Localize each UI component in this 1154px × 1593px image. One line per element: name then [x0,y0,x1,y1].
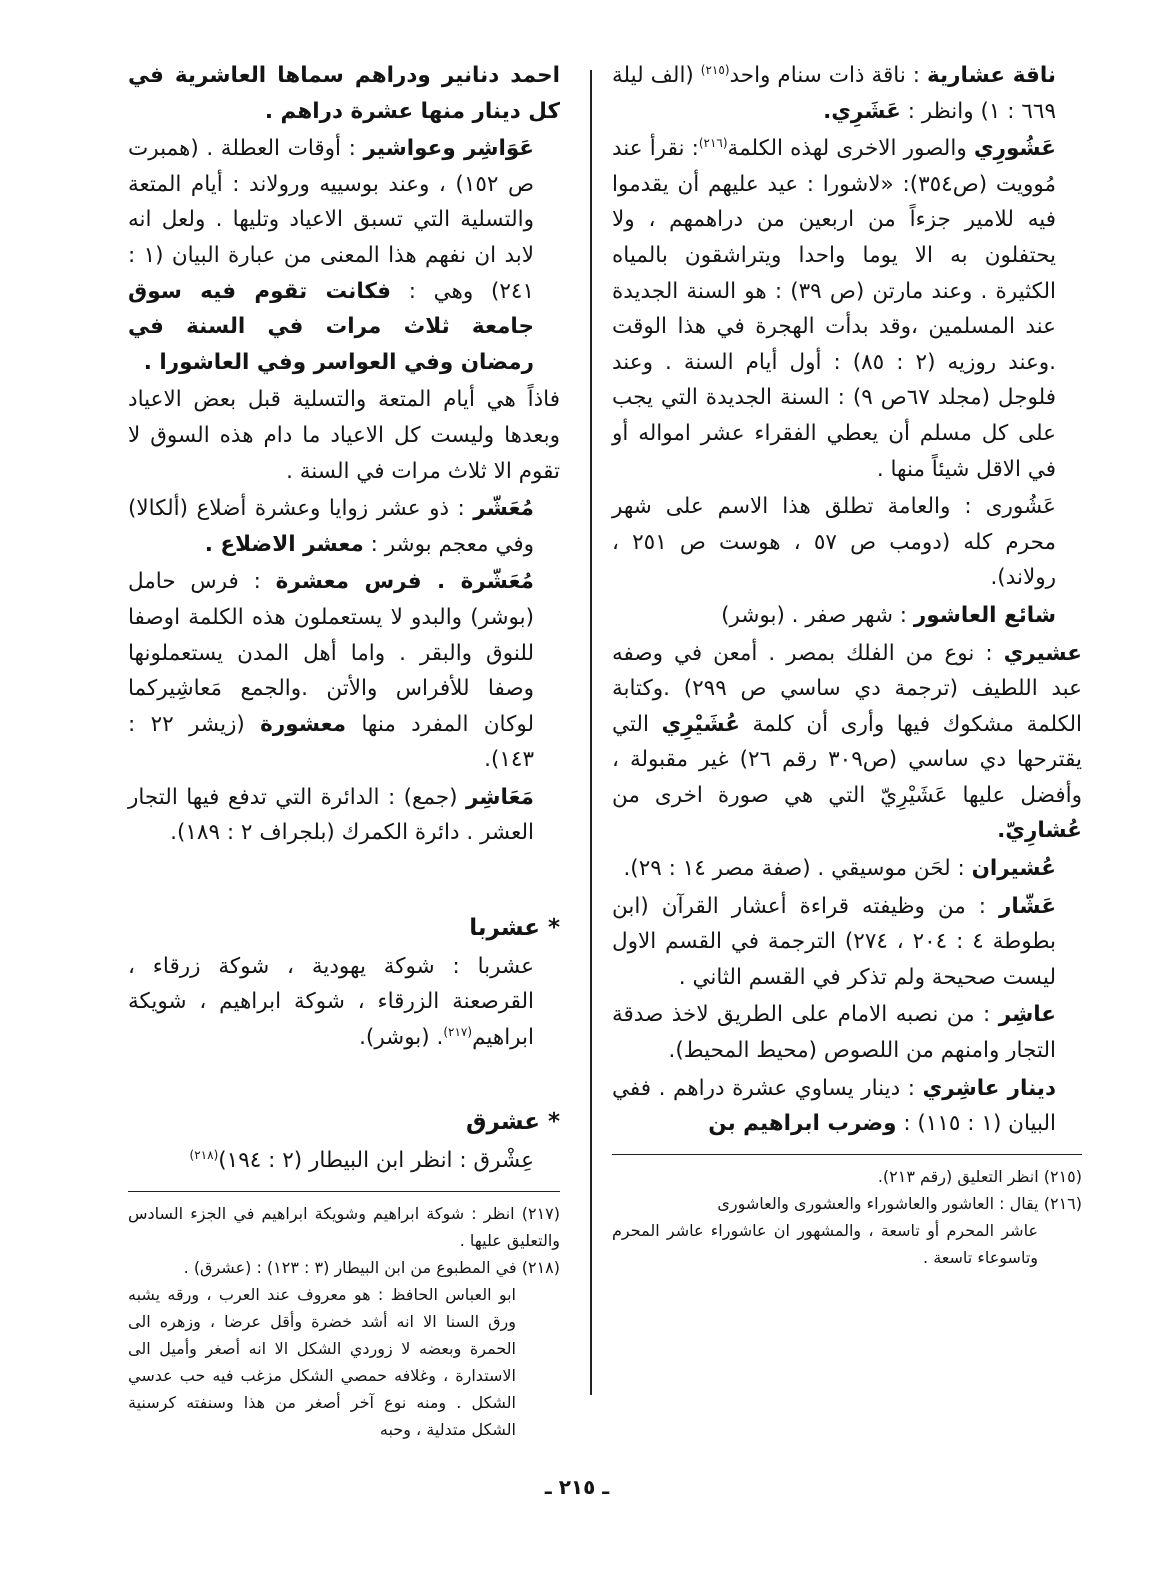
entry-muashshara: مُعَشّرة . فرس معشرة : فرس حامل (بوشر) والبدو لا يستعملون هذه الكلمة اوصفا للنوق والبقر . واما أهل المدن يستعملونها وصفا للأفراس والأتن .والجمع مَعاشِيركما لوكان المفرد منها معشورة (زيشر ٢٢ : ١٤٣). [128,569,534,773]
footnote-rule [612,1154,1082,1155]
entry-ushairi: عشيري : نوع من الفلك بمصر . أمعن في وصفه عبد اللطيف (ترجمة دي ساسي ص ٢٩٩) .وكتابة الكلمة مشكوك فيها وأرى أن كلمة عُشَيْرِي التي يقترحها دي ساسي (ص٣٠٩ رقم ٢٦) غير مقبولة ، وأفضل عليها عَشَيْرِيّ التي هي صورة اخرى من عُشارِيّ. [612,640,1083,844]
footnote-ref: (٢١٥) [700,62,730,77]
entry-maashir: مَعَاشِر (جمع) : الدائرة التي تدفع فيها التجار العشر . دائرة الكمرك (بلجراف ٢ : ١٨٩). [128,784,534,846]
footnote-217: (٢١٧) انظر : شوكة ابراهيم وشويكة ابراهيم في الجزء السادس والتعليق عليها . [128,1203,560,1250]
entry-naqa-ashariya: ناقة عشارية : ناقة ذات سنام واحد$^{(٢١٥)}$ (الف ليلة ٦٦٩ : ١) وانظر : عَشَرِي. [612,62,1056,124]
entry-ishriq: عِشْرق : انظر ابن البيطار (٢ : ١٩٤)$^{(٢١٨)}$ [189,1147,534,1174]
entry-term: عَشّار [998,893,1056,919]
entry-ashshar: عَشّار : من وظيفته قراءة أعشار القرآن (ابن بطوطة ٤ : ٢٠٤ ، ٢٧٤) الترجمة في القسم الاول ليست صحيحة ولم تذكر في القسم الثاني . [612,893,1056,990]
footnotes-right [612,1163,1082,1271]
section-heading-ashraba: * عشربا [469,915,560,942]
footnote-ref: (٢١٦) [698,136,728,151]
entry-ashraba: عشربا : شوكة يهودية ، شوكة زرقاء ، القرصعنة الزرقاء ، شوكة ابراهيم ، شويكة ابراهيم$^{(٢١٧)}$. (بوشر). [128,953,534,1050]
entry-awashir: عَوَاشِر وعواشير : أوقات العطلة . (همبرت ص ١٥٢) ، وعند بوسييه ورولاند : أيام المتعة والتسلية التي تسبق الاعياد وتليها . ولعل انه لابد ان نفهم هذا المعنى من عبارة البيان (١ : ٢٤١) وهي : فكانت تقوم فيه سوق جامعة ثلاث مرات في السنة في رمضان وفي العواسر وفي العاشورا . [128,136,535,375]
footnote-215: (٢١٥) انظر التعليق (رقم ٢١٣). [877,1166,1082,1186]
continuation-text: احمد دنانير ودراهم سماها العاشرية في كل دينار منها عشرة دراهم . [128,63,560,124]
column-divider [590,70,592,1395]
entry-awashir-cont: فاذاً هي أيام المتعة والتسلية قبل بعض الاعياد وبعدها وليست كل الاعياد ما دام هذه السوق لا تقوم الا ثلاث مرات في السنة . [128,387,560,484]
section-heading-ishriq: * عشرق [465,1109,560,1136]
right-column [612,58,1082,1271]
entry-term: شائع العاشور [913,602,1056,628]
entry-ashir: عاشِر : من نصبه الامام على الطريق لاخذ صدقة التجار وامنهم من اللصوص (محيط المحيط). [612,1002,1056,1064]
entry-term: عَوَاشِر وعواشير [363,136,534,162]
footnote-216-cont: عاشر المحرم أو تاسعة ، والمشهور ان عاشوراء عاشر المحرم وتاسوعاء تاسعة . [612,1220,1038,1267]
footnote-216: (٢١٦) يقال : العاشور والعاشوراء والعشورى والعاشورى [717,1193,1082,1213]
entry-term: دينار عاشِري [922,1075,1056,1101]
footnote-ref: (٢١٧) [443,1024,473,1039]
footnote-218-cont: ابو العباس الحافظ : هو معروف عند العرب ، ورقه يشبه ورق السنا الا انه أشد خضرة وأقل عرضا ، وزهره الى الحمرة وبعضه لا زوردي الشكل الا انه أصغر وأميل الى الاستدارة ، وغلافه حمصي الشكل مزغب فيه حب عدسي الشكل . ومنه نوع آخر أصغر من هذا وسنفته كرسنية الشكل متدلية ، وحبه [128,1284,516,1439]
entry-ashura-common: عَشُورى : والعامة تطلق هذا الاسم على شهر محرم كله (دومب ص ٥٧ ، هوست ص ٢٥١ ، رولاند). [612,494,1056,591]
entry-shaia-al-ashur: شائع العاشور : شهر صفر . (بوشر) [721,602,1056,628]
entry-dinar-ashiri: دينار عاشِري : دينار يساوي عشرة دراهم . ففي البيان (١ : ١١٥) : وضرب ابراهيم بن [612,1075,1056,1137]
entry-term: مَعَاشِر [465,784,534,810]
page-number: ـ ٢١٥ ـ [544,1475,610,1499]
entry-term: عَشُورِي [973,136,1056,162]
entry-term: عاشِر [998,1002,1056,1028]
footnote-218: (٢١٨) في المطبوع من ابن البيطار (٣ : ١٢٣) : (عشرق) . [183,1257,560,1277]
footnotes-left [128,1200,560,1443]
entry-term: عُشيران [971,856,1056,882]
footnote-ref: (٢١٨) [189,1147,219,1162]
entry-ushairan: عُشيران : لحَن موسيقي . (صفة مصر ١٤ : ٢٩). [623,856,1056,882]
entry-muashshar: مُعَشّر : ذو عشر زوايا وعشرة أضلاع (ألكالا) وفي معجم بوشر : معشر الاضلاع . [128,496,534,557]
entry-term: عشيري [1003,640,1082,666]
entry-ashuri: عَشُورِي والصور الاخرى لهذه الكلمة$^{(٢١٦)}$: نقرأ عند مُوويت (ص٣٥٤): «لاشورا : عيد عليهم أن يقدموا فيه للامير جزءاً من اربعين من دراهمهم ، ولا يحتفلون به الا يوما واحدا ويتراشقون بالمياه الكثيرة . وعند مارتن (ص ٣٩) : هو السنة الجديدة عند المسلمين ،وقد بدأت الهجرة في هذا الوقت .وعند روزيه (٢ : ٨٥) : أول أيام السنة . وعند فلوجل (مجلد ٦٧ص ٩) : السنة الجديدة التي يجب على كل مسلم أن يعطي الفقراء عشر امواله أو في الاقل شيئاً منها . [612,136,1056,482]
footnote-rule [128,1191,560,1192]
entry-term: ناقة عشارية [926,63,1056,88]
entry-term: مُعَشّرة . فرس معشرة [275,569,534,595]
entry-term: مُعَشّر [473,496,534,522]
left-column [128,58,560,1443]
